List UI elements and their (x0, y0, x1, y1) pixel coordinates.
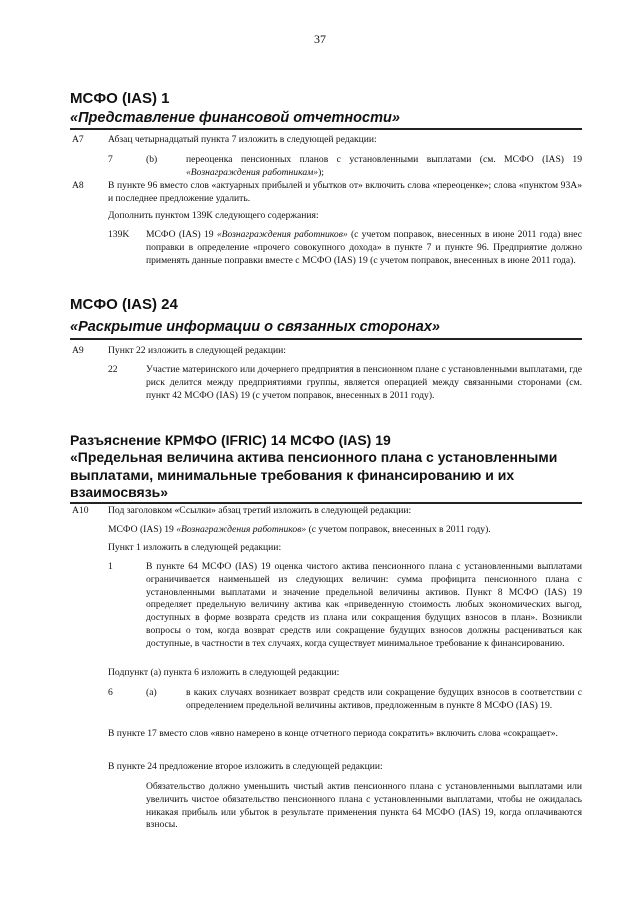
item-text-7b-rest: ); (318, 167, 324, 178)
amendment-text-a8: В пункте 96 вместо слов «актуарных прибылей и убытков от» включить слова «переоценке»; слова «пунктом 93А» и последнее предложение удалить. (108, 180, 582, 204)
item-number-139k: 139K (108, 229, 130, 240)
section-heading-ifric14 (70, 432, 585, 502)
section-heading-ias1: МСФО (IAS) 1 (70, 90, 170, 107)
item-number-7: 7 (108, 154, 113, 165)
section-heading-ias24: МСФО (IAS) 24 (70, 296, 178, 313)
item-text-7b-italic: «Вознаграждения работникам» (186, 167, 319, 178)
item-text-6a: в каких случаях возникает возврат средств или сокращение будущих взносов в соответствии с определением предельной величины активов, предложенным в пункте 8 МСФО (IAS) 19. (186, 687, 582, 711)
item-number-1: 1 (108, 561, 113, 572)
section-subheading-ias1: «Представление финансовой отчетности» (70, 110, 400, 126)
reference-italic: «Вознаграждения работников» (176, 524, 307, 535)
item-text-139k (146, 229, 582, 267)
page-number: 37 (314, 32, 326, 46)
amendment-label-a10: A10 (72, 505, 89, 516)
section-rule (70, 128, 582, 130)
paragraph-6-intro: Подпункт (a) пункта 6 изложить в следующей редакции: (108, 667, 340, 678)
amendment-text-a7: Абзац четырнадцатый пункта 7 изложить в следующей редакции: (108, 134, 377, 145)
item-text-1: В пункте 64 МСФО (IAS) 19 оценка чистого актива пенсионного плана с установленными выплатами ограничивается наименьшей из следующих величин: сумма профицита пенсионного плана с установленными выплатами и значение предельной величины активов. Пункт 8 МСФО (IAS) 19 определяет предельную величину актива как «приведенную стоимость любых экономических выгод, доступных в форме возврата средств из плана или сокращения будущих взносов в план». Возникли вопросы о том, когда возврат средств или сокращение будущих взносов должны расцениваться как доступные, в частности в тех случаях, когда существует минимальное требование к финансированию. (146, 561, 582, 649)
section-heading-ifric14-line3: выплатами, минимальные требования к финансированию и их (70, 466, 515, 483)
section-subheading-ias24: «Раскрытие информации о связанных сторонах» (70, 319, 440, 335)
reference-line (108, 524, 582, 537)
paragraph-24-intro: В пункте 24 предложение второе изложить в следующей редакции: (108, 761, 383, 772)
reference-pre: МСФО (IAS) 19 (108, 524, 177, 535)
reference-rest: (с учетом поправок, внесенных в 2011 году). (306, 524, 491, 535)
add-paragraph-text: Дополнить пунктом 139К следующего содержания: (108, 210, 319, 221)
amendment-label-a7: A7 (72, 134, 84, 145)
item-text-139k-pre: МСФО (IAS) 19 (146, 229, 217, 240)
amendment-text-a9: Пункт 22 изложить в следующей редакции: (108, 345, 286, 356)
item-text-139k-italic: «Вознаграждения работников» (216, 229, 348, 240)
section-heading-ifric14-line1: Разъяснение КРМФО (IFRIC) 14 МСФО (IAS) 19 (70, 432, 391, 448)
amendment-text-a10: Под заголовком «Ссылки» абзац третий изложить в следующей редакции: (108, 505, 412, 516)
item-sub-b: (b) (146, 154, 158, 165)
paragraph-17-text: В пункте 17 вместо слов «явно намерено в конце отчетного периода сократить» включить слова «сокращает». (108, 728, 558, 739)
section-heading-ifric14-line2: «Предельная величина актива пенсионного плана с установленными (70, 449, 558, 466)
section-heading-ifric14-line4: взаимосвязь» (70, 484, 169, 501)
section-rule (70, 338, 582, 340)
amendment-label-a9: A9 (72, 345, 84, 356)
paragraph-24-text: Обязательство должно уменьшить чистый актив пенсионного плана с установленными выплатами или увеличить чистое обязательство пенсионного плана с установленными выплатами, чтобы не ожидалась никакая прибыль или убыток в результате применения пункта 64 МСФО (IAS) 19, когда оплачиваются взносы. (146, 781, 582, 831)
item-number-6: 6 (108, 687, 113, 698)
amendment-label-a8: A8 (72, 180, 84, 191)
item-text-7b-line1: переоценка пенсионных планов с установленными выплатами (см. МСФО (IAS) 19 (186, 154, 582, 165)
section-rule (70, 502, 582, 504)
item-sub-a: (a) (146, 687, 157, 698)
item-text-7b-line2 (186, 167, 582, 180)
paragraph-1-intro: Пункт 1 изложить в следующей редакции: (108, 542, 282, 553)
item-number-22: 22 (108, 364, 118, 375)
item-text-139k-rest: (с учетом поправок, внесенных в июне 2011 года) внес поправки в определение «прочего совокупного дохода» в пункте 7 и пункте 96. Предприятие должно применять данные поправки вместе с МСФО (IAS) 19 (с учетом поправок, внесенных в июне 2011 года). (146, 229, 582, 266)
item-text-22: Участие материнского или дочернего предприятия в пенсионном плане с установленными выплатами, где риск делится между предприятиями группы, является операцией между связанными сторонами (см. пункт 42 МСФО (IAS) 19 (с учетом поправок, внесенных в 2011 году). (146, 364, 582, 401)
